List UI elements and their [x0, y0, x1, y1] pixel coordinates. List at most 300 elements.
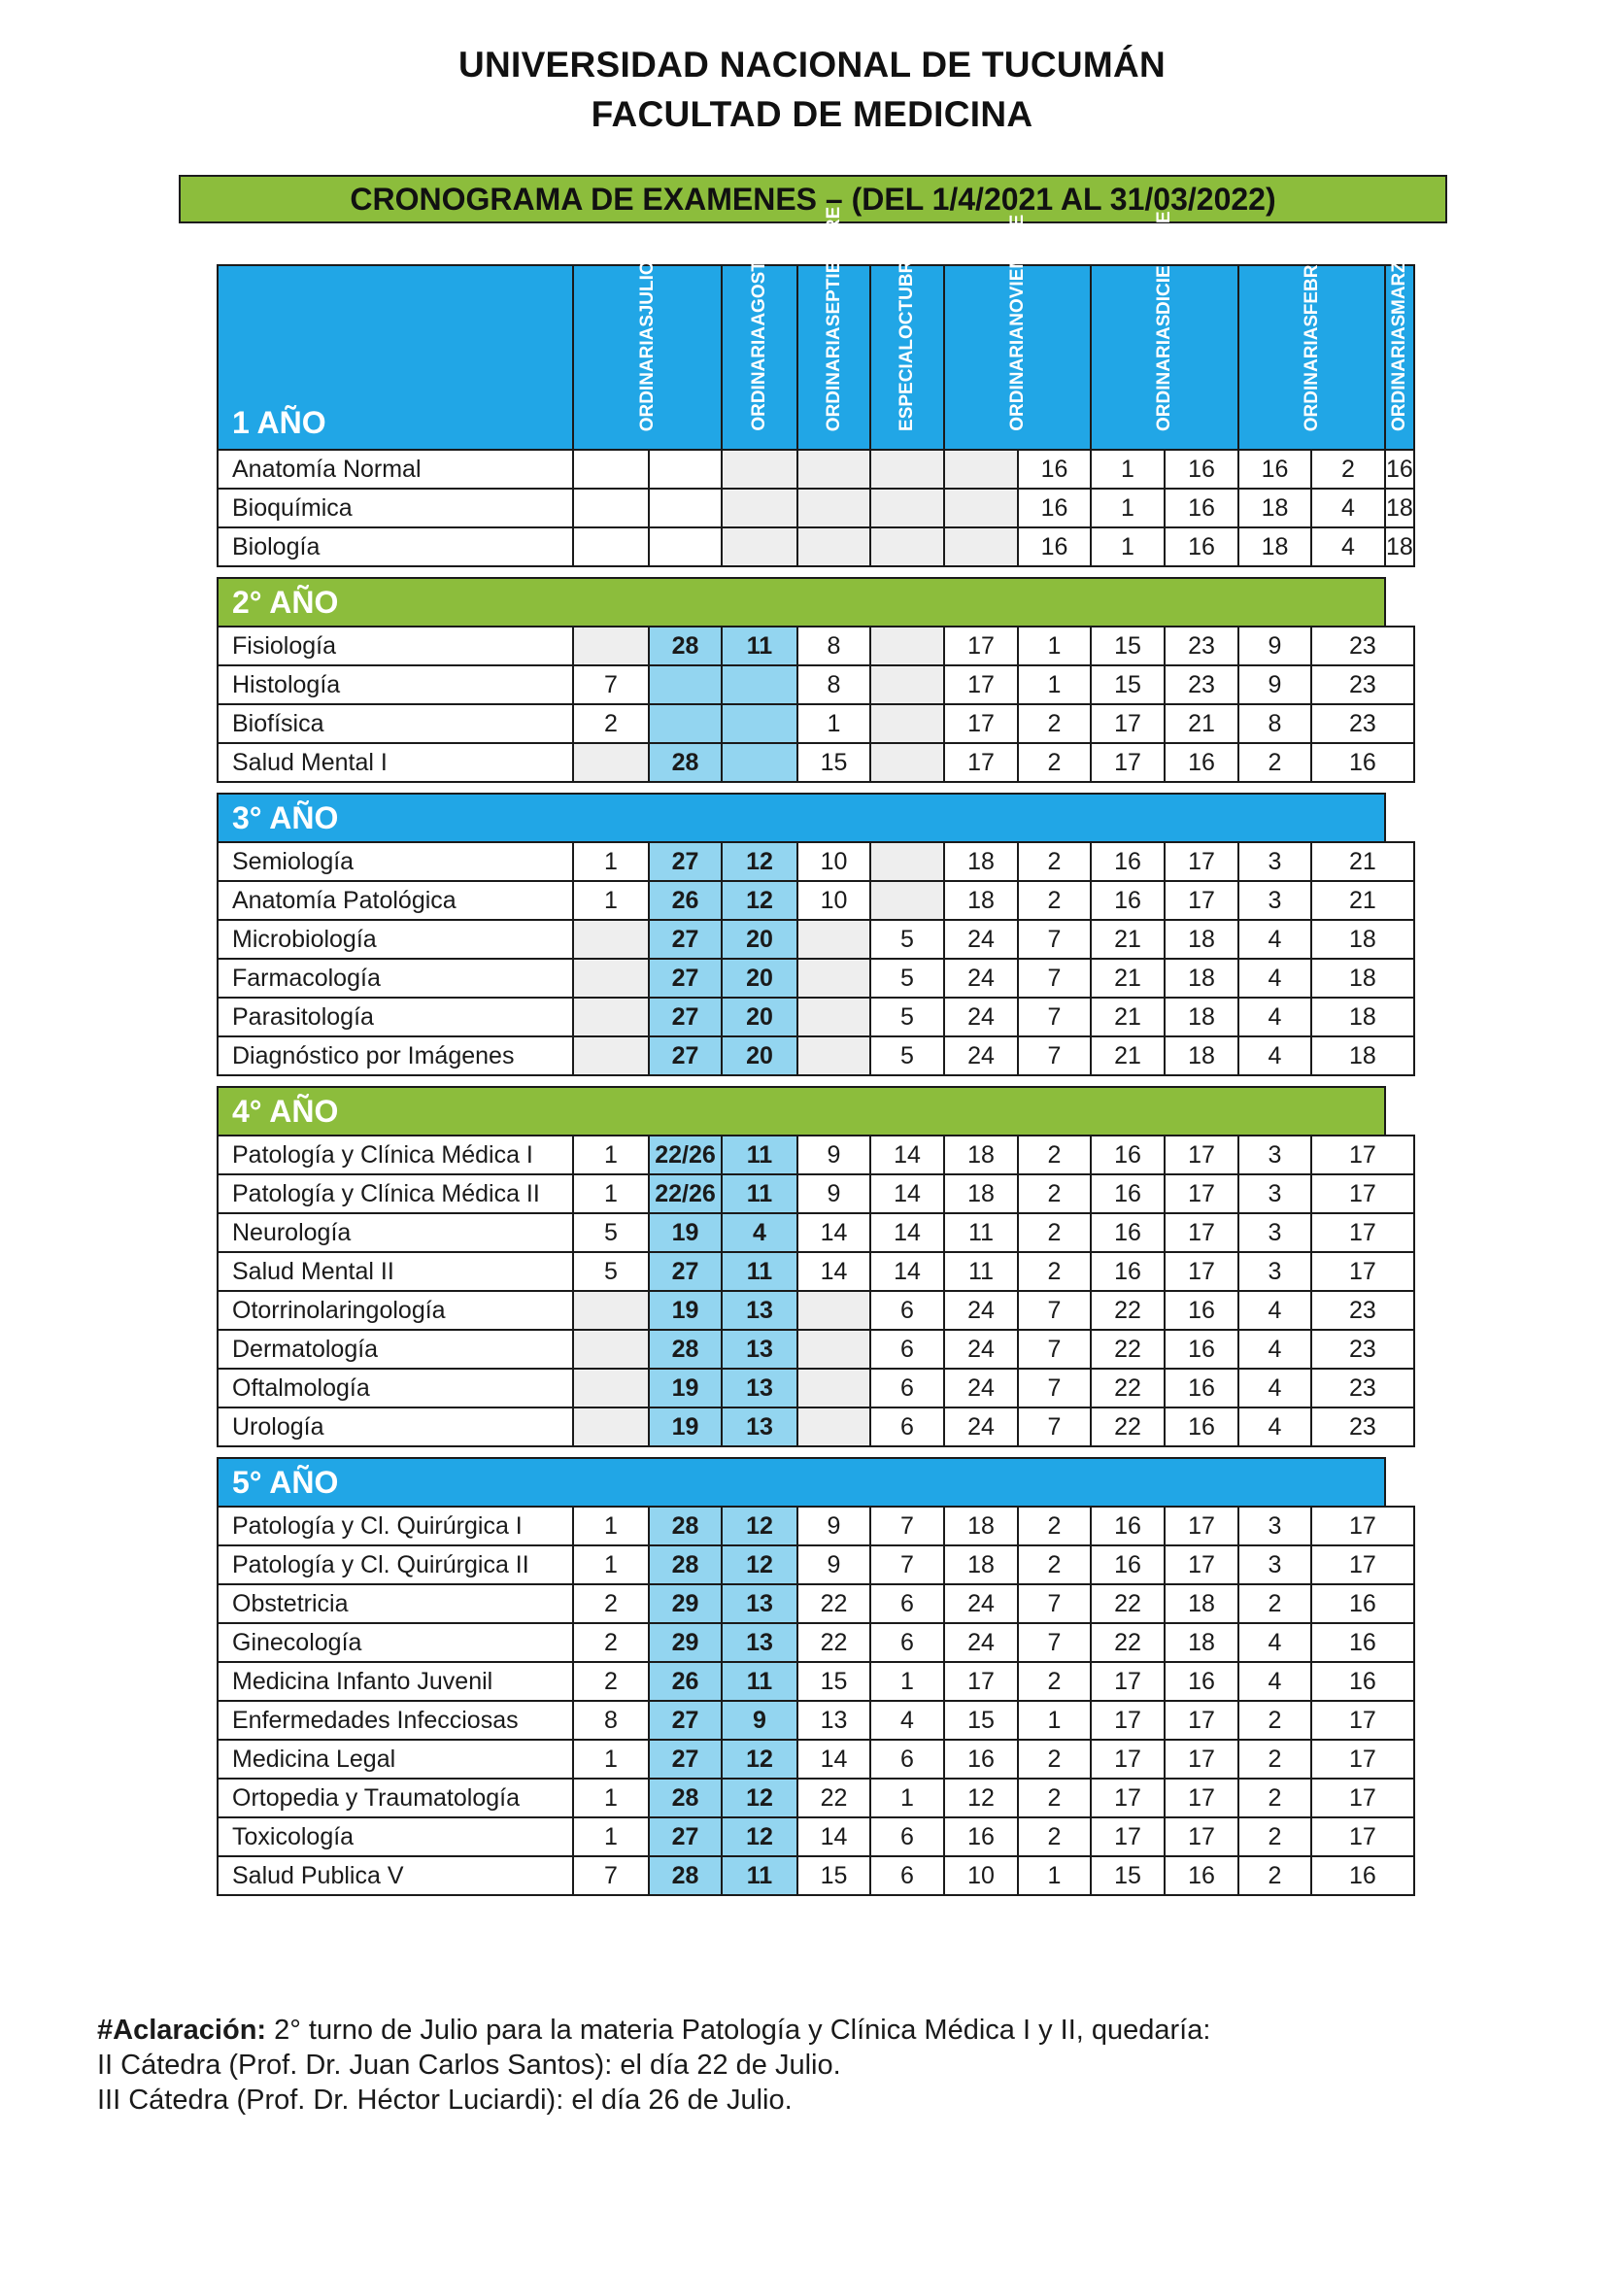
- value-cell: 15: [797, 1662, 870, 1701]
- month-header-text: [896, 248, 919, 431]
- value-cell: 16: [1091, 1545, 1165, 1584]
- value-cell: 24: [944, 1330, 1018, 1369]
- value-cell: 17: [1165, 842, 1238, 881]
- value-cell: 9: [797, 1507, 870, 1545]
- value-cell: 5: [870, 1036, 944, 1075]
- value-cell: 15: [1091, 1856, 1165, 1895]
- value-cell: 11: [722, 1174, 797, 1213]
- value-cell: [797, 489, 870, 527]
- value-cell: 4: [1238, 1407, 1311, 1446]
- value-cell: 6: [870, 1584, 944, 1623]
- note-text-1: 2° turno de Julio para la materia Patología y Clínica Médica I y II, quedaría:: [266, 2015, 1211, 2046]
- value-cell: 20: [722, 1036, 797, 1075]
- value-cell: 7: [1018, 998, 1091, 1036]
- value-cell: 11: [722, 1856, 797, 1895]
- value-cell: 16: [1311, 1662, 1414, 1701]
- value-cell: 16: [1165, 1662, 1238, 1701]
- table-row: [218, 704, 1414, 743]
- value-cell: 17: [1091, 1662, 1165, 1701]
- value-cell: 7: [1018, 959, 1091, 998]
- value-cell: 13: [722, 1584, 797, 1623]
- value-cell: [573, 1407, 649, 1446]
- value-cell: 18: [1165, 920, 1238, 959]
- value-cell: 9: [722, 1701, 797, 1740]
- month-header-text: [636, 260, 660, 431]
- value-cell: 11: [722, 1252, 797, 1291]
- value-cell: 17: [1311, 1817, 1414, 1856]
- table-row: [218, 1856, 1414, 1895]
- value-cell: 4: [870, 1701, 944, 1740]
- value-cell: 11: [722, 627, 797, 665]
- value-cell: [573, 743, 649, 782]
- value-cell: 4: [1238, 1623, 1311, 1662]
- value-cell: [649, 665, 722, 704]
- table-row: [218, 1369, 1414, 1407]
- value-cell: 16: [1018, 527, 1091, 566]
- value-cell: 15: [944, 1701, 1018, 1740]
- value-cell: 18: [944, 842, 1018, 881]
- value-cell: 7: [1018, 920, 1091, 959]
- value-cell: 3: [1238, 1174, 1311, 1213]
- value-cell: 28: [649, 1779, 722, 1817]
- value-cell: 3: [1238, 1507, 1311, 1545]
- value-cell: 16: [1238, 450, 1311, 489]
- value-cell: 24: [944, 1407, 1018, 1446]
- value-cell: 4: [1238, 1330, 1311, 1369]
- value-cell: 4: [1238, 1036, 1311, 1075]
- value-cell: [870, 881, 944, 920]
- value-cell: [870, 627, 944, 665]
- exam-schedule-table: [217, 206, 1415, 1896]
- value-cell: 1: [573, 1779, 649, 1817]
- value-cell: 24: [944, 1584, 1018, 1623]
- month-type: ORDINARIA: [1006, 326, 1028, 431]
- value-cell: 17: [944, 627, 1018, 665]
- month-type: ORDINARIAS: [636, 314, 658, 431]
- value-cell: 12: [722, 1545, 797, 1584]
- value-cell: 1: [573, 1545, 649, 1584]
- subject-cell: Farmacología: [218, 959, 573, 998]
- value-cell: 3: [1238, 1136, 1311, 1174]
- section-gap: [218, 1075, 1414, 1087]
- value-cell: 17: [1091, 1740, 1165, 1779]
- value-cell: 2: [1018, 1136, 1091, 1174]
- value-cell: 2: [1018, 1662, 1091, 1701]
- table-row: [218, 1779, 1414, 1817]
- month-header-text: [1388, 247, 1411, 431]
- section-gap: [218, 782, 1414, 794]
- value-cell: [573, 450, 649, 489]
- value-cell: 17: [1165, 881, 1238, 920]
- year-header-row: [218, 794, 1414, 842]
- value-cell: 1: [573, 1174, 649, 1213]
- value-cell: [797, 920, 870, 959]
- value-cell: [870, 842, 944, 881]
- table-row: [218, 489, 1414, 527]
- value-cell: 17: [944, 665, 1018, 704]
- value-cell: 28: [649, 1330, 722, 1369]
- value-cell: 12: [722, 842, 797, 881]
- value-cell: 5: [573, 1252, 649, 1291]
- value-cell: 7: [1018, 1407, 1091, 1446]
- value-cell: 8: [1238, 704, 1311, 743]
- value-cell: [722, 489, 797, 527]
- value-cell: 16: [1385, 450, 1414, 489]
- value-cell: 16: [1165, 743, 1238, 782]
- value-cell: [870, 489, 944, 527]
- value-cell: 18: [1165, 1623, 1238, 1662]
- section-gap: [218, 566, 1414, 578]
- value-cell: 12: [722, 1779, 797, 1817]
- value-cell: 1: [1091, 527, 1165, 566]
- subject-cell: Patología y Clínica Médica II: [218, 1174, 573, 1213]
- value-cell: 16: [1018, 489, 1091, 527]
- value-cell: 15: [797, 1856, 870, 1895]
- value-cell: 16: [944, 1740, 1018, 1779]
- value-cell: 19: [649, 1407, 722, 1446]
- value-cell: 20: [722, 959, 797, 998]
- value-cell: [573, 998, 649, 1036]
- value-cell: 18: [944, 1507, 1018, 1545]
- value-cell: 2: [1238, 1740, 1311, 1779]
- year-heading-1: 1 AÑO: [218, 265, 573, 450]
- value-cell: 21: [1091, 920, 1165, 959]
- value-cell: 17: [944, 743, 1018, 782]
- value-cell: 17: [1091, 1817, 1165, 1856]
- value-cell: 2: [1018, 1507, 1091, 1545]
- faculty-title: FACULTAD DE MEDICINA: [591, 94, 1033, 134]
- value-cell: 16: [1091, 1252, 1165, 1291]
- value-cell: 16: [1311, 1856, 1414, 1895]
- value-cell: 14: [797, 1213, 870, 1252]
- value-cell: 27: [649, 920, 722, 959]
- table-row: [218, 1662, 1414, 1701]
- month-name: DICIEMBRE: [1154, 211, 1174, 315]
- value-cell: 16: [944, 1817, 1018, 1856]
- value-cell: 17: [1311, 1136, 1414, 1174]
- value-cell: 2: [1311, 450, 1385, 489]
- value-cell: 1: [573, 842, 649, 881]
- value-cell: 24: [944, 1036, 1018, 1075]
- value-cell: 1: [870, 1779, 944, 1817]
- value-cell: 3: [1238, 842, 1311, 881]
- value-cell: 24: [944, 959, 1018, 998]
- value-cell: 16: [1311, 743, 1414, 782]
- value-cell: [573, 1291, 649, 1330]
- value-cell: [944, 489, 1018, 527]
- value-cell: 16: [1165, 1330, 1238, 1369]
- value-cell: 7: [1018, 1036, 1091, 1075]
- value-cell: 16: [1311, 1623, 1414, 1662]
- month-header-septiembre: [797, 206, 870, 450]
- value-cell: 4: [1238, 998, 1311, 1036]
- table-row: [218, 842, 1414, 881]
- subject-cell: Ortopedia y Traumatología: [218, 1779, 573, 1817]
- value-cell: 1: [573, 881, 649, 920]
- subject-cell: Salud Publica V: [218, 1856, 573, 1895]
- value-cell: 16: [1091, 881, 1165, 920]
- month-header-text: [1153, 211, 1176, 431]
- value-cell: 17: [1091, 1701, 1165, 1740]
- value-cell: 4: [1238, 1662, 1311, 1701]
- value-cell: [573, 527, 649, 566]
- value-cell: 17: [944, 1662, 1018, 1701]
- month-type: ORDINARIA: [823, 326, 844, 431]
- value-cell: 6: [870, 1623, 944, 1662]
- value-cell: 27: [649, 998, 722, 1036]
- value-cell: 7: [1018, 1623, 1091, 1662]
- table-row: [218, 881, 1414, 920]
- value-cell: 13: [722, 1623, 797, 1662]
- subject-cell: Dermatología: [218, 1330, 573, 1369]
- subject-cell: Parasitología: [218, 998, 573, 1036]
- value-cell: 1: [573, 1817, 649, 1856]
- value-cell: [573, 920, 649, 959]
- value-cell: [797, 527, 870, 566]
- value-cell: 22: [1091, 1623, 1165, 1662]
- value-cell: [722, 665, 797, 704]
- value-cell: 2: [1018, 1779, 1091, 1817]
- value-cell: 23: [1311, 1291, 1414, 1330]
- value-cell: [797, 1330, 870, 1369]
- value-cell: [573, 627, 649, 665]
- table-row: [218, 743, 1414, 782]
- value-cell: 2: [1018, 1174, 1091, 1213]
- subject-cell: Toxicología: [218, 1817, 573, 1856]
- value-cell: 17: [1165, 1701, 1238, 1740]
- year-heading-5: 5° AÑO: [218, 1458, 1385, 1507]
- month-name: OCTUBRE: [897, 248, 917, 339]
- value-cell: [797, 1291, 870, 1330]
- table-row: [218, 1252, 1414, 1291]
- value-cell: 12: [722, 1740, 797, 1779]
- value-cell: 27: [649, 1740, 722, 1779]
- table-row: [218, 1507, 1414, 1545]
- value-cell: 10: [797, 842, 870, 881]
- value-cell: 12: [722, 881, 797, 920]
- value-cell: [722, 704, 797, 743]
- value-cell: 16: [1311, 1584, 1414, 1623]
- month-header-octubre: [870, 248, 944, 450]
- value-cell: [870, 704, 944, 743]
- value-cell: 18: [1311, 959, 1414, 998]
- month-header-text: [1006, 215, 1030, 431]
- value-cell: 16: [1165, 450, 1238, 489]
- value-cell: 21: [1091, 1036, 1165, 1075]
- month-type: ORDINARIA: [749, 326, 769, 431]
- value-cell: 19: [649, 1369, 722, 1407]
- value-cell: [944, 527, 1018, 566]
- month-header-febrero: [1238, 223, 1385, 450]
- subject-cell: Biofísica: [218, 704, 573, 743]
- value-cell: 14: [870, 1136, 944, 1174]
- month-header-agosto: [722, 247, 797, 450]
- note-line-3: III Cátedra (Prof. Dr. Héctor Luciardi): el día 26 de Julio.: [97, 2085, 793, 2116]
- value-cell: 29: [649, 1584, 722, 1623]
- value-cell: 10: [944, 1856, 1018, 1895]
- value-cell: 22: [797, 1623, 870, 1662]
- value-cell: 20: [722, 998, 797, 1036]
- value-cell: 5: [870, 959, 944, 998]
- value-cell: [573, 1330, 649, 1369]
- value-cell: 8: [573, 1701, 649, 1740]
- value-cell: 17: [1311, 1213, 1414, 1252]
- value-cell: 24: [944, 1369, 1018, 1407]
- value-cell: 18: [1311, 920, 1414, 959]
- value-cell: 7: [1018, 1369, 1091, 1407]
- subject-cell: Medicina Infanto Juvenil: [218, 1662, 573, 1701]
- value-cell: [573, 489, 649, 527]
- table-row: [218, 450, 1414, 489]
- month-header-text: [823, 207, 846, 431]
- value-cell: 17: [1311, 1701, 1414, 1740]
- header-row: [218, 265, 1414, 450]
- value-cell: 16: [1165, 1856, 1238, 1895]
- value-cell: 1: [797, 704, 870, 743]
- value-cell: 16: [1091, 1213, 1165, 1252]
- table-row: [218, 1213, 1414, 1252]
- year-header-row: [218, 1458, 1414, 1507]
- value-cell: 28: [649, 1507, 722, 1545]
- value-cell: 14: [797, 1740, 870, 1779]
- subject-cell: Patología y Cl. Quirúrgica II: [218, 1545, 573, 1584]
- value-cell: 5: [870, 998, 944, 1036]
- table-row: [218, 998, 1414, 1036]
- value-cell: 4: [722, 1213, 797, 1252]
- value-cell: 19: [649, 1213, 722, 1252]
- value-cell: 4: [1238, 959, 1311, 998]
- value-cell: 21: [1165, 704, 1238, 743]
- value-cell: 16: [1165, 527, 1238, 566]
- value-cell: 29: [649, 1623, 722, 1662]
- value-cell: 12: [722, 1507, 797, 1545]
- value-cell: 1: [1091, 489, 1165, 527]
- subject-cell: Patología y Clínica Médica I: [218, 1136, 573, 1174]
- clarification-note: [97, 2013, 1210, 2118]
- value-cell: 18: [944, 1136, 1018, 1174]
- schedule-banner: CRONOGRAMA DE EXAMENES – (DEL 1/4/2021 AL 31/03/2022): [179, 175, 1447, 223]
- value-cell: 11: [944, 1252, 1018, 1291]
- year-header-row: [218, 1087, 1414, 1136]
- value-cell: 28: [649, 1856, 722, 1895]
- table-row: [218, 959, 1414, 998]
- value-cell: 4: [1311, 489, 1385, 527]
- value-cell: 17: [1165, 1817, 1238, 1856]
- value-cell: 13: [797, 1701, 870, 1740]
- value-cell: 15: [1091, 665, 1165, 704]
- value-cell: 17: [1165, 1779, 1238, 1817]
- value-cell: 16: [1091, 842, 1165, 881]
- value-cell: 3: [1238, 1252, 1311, 1291]
- value-cell: [573, 959, 649, 998]
- value-cell: 21: [1091, 998, 1165, 1036]
- value-cell: 22: [797, 1779, 870, 1817]
- subject-cell: Fisiología: [218, 627, 573, 665]
- value-cell: 17: [1091, 1779, 1165, 1817]
- value-cell: [944, 450, 1018, 489]
- subject-cell: Diagnóstico por Imágenes: [218, 1036, 573, 1075]
- value-cell: 2: [1018, 842, 1091, 881]
- value-cell: 15: [1091, 627, 1165, 665]
- subject-cell: Histología: [218, 665, 573, 704]
- value-cell: [870, 665, 944, 704]
- value-cell: 2: [573, 1623, 649, 1662]
- table-row: [218, 527, 1414, 566]
- table-row: [218, 1407, 1414, 1446]
- value-cell: 9: [797, 1174, 870, 1213]
- month-header-julio: [573, 259, 722, 450]
- value-cell: 2: [1238, 1856, 1311, 1895]
- value-cell: 23: [1311, 1330, 1414, 1369]
- subject-cell: Otorrinolaringología: [218, 1291, 573, 1330]
- value-cell: 11: [944, 1213, 1018, 1252]
- value-cell: 1: [870, 1662, 944, 1701]
- value-cell: 2: [1018, 881, 1091, 920]
- value-cell: 2: [1238, 1779, 1311, 1817]
- value-cell: 17: [1165, 1507, 1238, 1545]
- value-cell: 16: [1165, 1369, 1238, 1407]
- value-cell: 18: [1311, 998, 1414, 1036]
- value-cell: 6: [870, 1330, 944, 1369]
- value-cell: [649, 704, 722, 743]
- value-cell: 17: [1311, 1779, 1414, 1817]
- value-cell: 1: [1091, 450, 1165, 489]
- value-cell: 3: [1238, 881, 1311, 920]
- subject-cell: Anatomía Patológica: [218, 881, 573, 920]
- note-line-1: [97, 2013, 1210, 2048]
- value-cell: 17: [1165, 1545, 1238, 1584]
- value-cell: 5: [870, 920, 944, 959]
- value-cell: 27: [649, 1817, 722, 1856]
- value-cell: 1: [1018, 665, 1091, 704]
- value-cell: 23: [1165, 665, 1238, 704]
- value-cell: 23: [1165, 627, 1238, 665]
- table-row: [218, 1036, 1414, 1075]
- value-cell: 2: [1018, 1545, 1091, 1584]
- value-cell: [870, 450, 944, 489]
- table-row: [218, 1136, 1414, 1174]
- value-cell: 16: [1091, 1174, 1165, 1213]
- value-cell: 27: [649, 842, 722, 881]
- value-cell: 17: [1165, 1136, 1238, 1174]
- value-cell: 22: [1091, 1584, 1165, 1623]
- value-cell: 22/26: [649, 1174, 722, 1213]
- value-cell: 27: [649, 959, 722, 998]
- value-cell: 23: [1311, 1407, 1414, 1446]
- value-cell: 14: [797, 1817, 870, 1856]
- value-cell: [797, 1369, 870, 1407]
- value-cell: 21: [1311, 881, 1414, 920]
- subject-cell: Salud Mental II: [218, 1252, 573, 1291]
- value-cell: 2: [1018, 1213, 1091, 1252]
- value-cell: 7: [573, 1856, 649, 1895]
- value-cell: 18: [1238, 527, 1311, 566]
- value-cell: 24: [944, 1291, 1018, 1330]
- value-cell: 14: [870, 1213, 944, 1252]
- value-cell: [649, 527, 722, 566]
- value-cell: 2: [1018, 1740, 1091, 1779]
- value-cell: 17: [1311, 1740, 1414, 1779]
- value-cell: 5: [573, 1213, 649, 1252]
- value-cell: 16: [1165, 489, 1238, 527]
- value-cell: [573, 1369, 649, 1407]
- value-cell: 17: [1311, 1174, 1414, 1213]
- year-header-row: [218, 578, 1414, 627]
- value-cell: 17: [944, 704, 1018, 743]
- month-header-text: [748, 247, 771, 431]
- value-cell: 4: [1238, 920, 1311, 959]
- value-cell: 20: [722, 920, 797, 959]
